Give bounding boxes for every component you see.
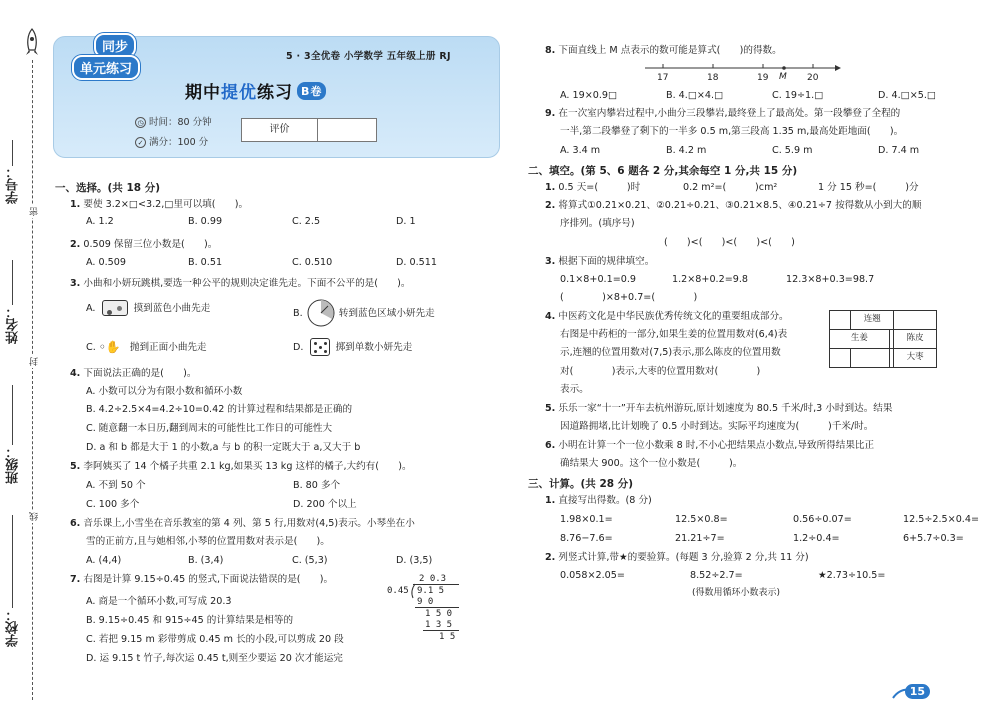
section-choice-title: 一、选择。(共 18 分): [55, 182, 161, 194]
question-3: 3. 小曲和小妍玩跳棋,要选一种公平的规则决定谁先走。下面不公平的是( )。: [70, 278, 411, 289]
time-info: ◷ 时间：80 分钟: [135, 114, 212, 128]
question-5-options: [86, 480, 340, 493]
question-1-options: [86, 216, 416, 229]
question-6-line-2: 雪的正前方,且与她相邻,小琴的位置用数对表示是( )。: [86, 536, 330, 547]
student-no-label: 学号：: [6, 165, 21, 204]
exam-title: 期中提优练习 B卷: [185, 78, 326, 103]
tick-17: 17: [657, 73, 669, 83]
tick-19: 19: [757, 73, 769, 83]
option[interactable]: C. (5,3): [292, 555, 328, 566]
option[interactable]: C. 100 多个: [86, 499, 140, 510]
fill-1c[interactable]: 1 分 15 秒=( )分: [818, 182, 919, 193]
option[interactable]: C. 随意翻一本日历,翻到周末的可能性比工作日的可能性大: [86, 423, 333, 434]
pattern-2: 1.2×8+0.2=9.8: [672, 274, 748, 285]
option[interactable]: B. 0.99: [188, 216, 223, 227]
dividend: 9.1 5: [417, 586, 445, 596]
fill-2-answer[interactable]: ( )<( )<( )<( ): [664, 237, 795, 248]
fill-2: 2. 将算式①0.21×0.21、②0.21÷0.21、③0.21×8.5、④0.21÷7 按得数从小到大的顺: [545, 200, 922, 211]
option[interactable]: D. 1: [396, 216, 416, 227]
school-blank: [12, 515, 13, 608]
rocket-icon: [22, 28, 42, 58]
expression[interactable]: 12.5×0.8=: [675, 514, 728, 525]
calc-2: 2. 列竖式计算,带★的要验算。(每题 3 分,验算 2 分,共 11 分): [545, 552, 809, 563]
option[interactable]: A. 小数可以分为有限小数和循环小数: [86, 386, 243, 397]
expression[interactable]: 6+5.7÷0.3=: [903, 533, 964, 544]
quotient: 2 0.3: [419, 574, 447, 584]
calc-2-note: (得数用循环小数表示): [692, 588, 781, 598]
fill-4: 4. 中医药文化是中华民族优秀传统文化的重要组成部分。: [545, 311, 789, 322]
long-division-figure: 2 0.3 0.45 9.1 5 9 0 1 5 0 1 3 5 1 5: [389, 573, 461, 643]
option[interactable]: D. 运 9.15 t 竹子,每次运 0.45 t,则至少要运 20 次才能运完: [86, 653, 343, 664]
unit-badge: 同步 单元练习: [64, 29, 172, 89]
option[interactable]: D. a 和 b 都是大于 1 的小数,a 与 b 的积一定既大于 a,又大于 b: [86, 442, 361, 453]
option-3c[interactable]: C. ◦✋ 抛到正面小曲先走: [86, 340, 207, 354]
question-8-options: [560, 90, 936, 103]
student-no-blank: [12, 140, 13, 166]
question-6-options: [86, 555, 432, 568]
option[interactable]: A. 1.2: [86, 216, 114, 227]
option-3d[interactable]: D. 掷到单数小妍先走: [293, 338, 412, 356]
option[interactable]: D. 4.□×5.□: [878, 90, 936, 101]
pattern-answer[interactable]: ( )×8+0.7=( ): [560, 292, 698, 303]
check-icon: ✓: [135, 137, 146, 148]
paper-b-tag: B卷: [297, 82, 326, 100]
cell-shengjiang: 生姜: [830, 330, 890, 349]
option[interactable]: A. 0.509: [86, 257, 126, 268]
calc-1: 1. 直接写出得数。(8 分): [545, 495, 652, 506]
option[interactable]: B. 80 多个: [293, 480, 341, 491]
fill-1b[interactable]: 0.2 m²=( )cm²: [683, 182, 778, 193]
option-3a[interactable]: A. 摸到蓝色小曲先走: [86, 300, 210, 316]
question-8: 8. 下面直线上 M 点表示的数可能是算式( )的得数。: [545, 45, 782, 56]
question-1: 1. 要使 3.2×□<3.2,□里可以填( )。: [70, 199, 249, 210]
fill-6: 6. 小明在计算一个一位小数乘 8 时,不小心把结果点小数点,导致所得结果比正: [545, 440, 875, 451]
cell-chenpi: 陈皮: [894, 330, 937, 349]
option[interactable]: B. 4.2 m: [666, 145, 707, 156]
calc-1-row-2: [560, 533, 964, 546]
question-9-line-2: 一半,第二段攀登了剩下的一半多 0.5 m,第三段高 1.35 m,最高处距地面( )。: [560, 126, 904, 137]
fill-6-line-2[interactable]: 确结果大 900。这个一位小数是( )。: [560, 458, 743, 469]
option[interactable]: C. 19÷1.□: [772, 90, 824, 101]
expression[interactable]: 1.2÷0.4=: [793, 533, 840, 544]
fill-5-line-2[interactable]: 因道路拥堵,比计划晚了 0.5 小时到达。实际平均速度为( )千米/时。: [560, 421, 874, 432]
fill-4-line-2: 右图是中药柜的一部分,如果生姜的位置用数对(6,4)表: [560, 329, 788, 340]
dice-icon: [310, 338, 330, 356]
calc-2-items: [560, 570, 885, 583]
section-calc-title: 三、计算。(共 28 分): [528, 478, 634, 490]
class-blank: [12, 385, 13, 445]
option[interactable]: B. 4.2÷2.5×4=4.2÷10=0.42 的计算过程和结果都是正确的: [86, 404, 353, 415]
divisor: 0.45: [387, 586, 409, 596]
cut-line: [32, 60, 33, 700]
option[interactable]: D. (3,5): [396, 555, 433, 566]
page-number: 15: [892, 684, 932, 702]
expression[interactable]: 8.52÷2.7=: [690, 570, 743, 581]
option[interactable]: B. 4.□×4.□: [666, 90, 724, 101]
point-m-label: M: [779, 72, 787, 82]
cell-dazao: 大枣: [894, 349, 937, 368]
division-bracket: [409, 583, 417, 599]
cell-lianqiao: 连翘: [851, 311, 894, 330]
option[interactable]: A. 3.4 m: [560, 145, 601, 156]
question-9: 9. 在一次室内攀岩过程中,小曲分三段攀岩,最终登上了最高处。第一段攀登了全程的: [545, 108, 901, 119]
school-label: 学校：: [6, 608, 21, 647]
expression[interactable]: 12.5÷2.5×0.4=: [903, 514, 979, 525]
name-label: 姓名：: [6, 305, 21, 344]
option[interactable]: C. 2.5: [292, 216, 321, 227]
fill-4-line-4[interactable]: 对( )表示,大枣的位置用数对( ): [560, 366, 761, 377]
tick-18: 18: [707, 73, 719, 83]
expression[interactable]: ★2.73÷10.5=: [818, 570, 886, 581]
option[interactable]: C. 若把 9.15 m 彩带剪成 0.45 m 长的小段,可以剪成 20 段: [86, 634, 344, 645]
option[interactable]: C. 0.510: [292, 257, 333, 268]
spinner-icon: [306, 298, 336, 328]
expression[interactable]: 8.76−7.6=: [560, 533, 613, 544]
expression[interactable]: 1.98×0.1=: [560, 514, 613, 525]
option[interactable]: B. 0.51: [188, 257, 223, 268]
question-2-options: [86, 257, 437, 270]
tick-20: 20: [807, 73, 819, 83]
class-label: 班级：: [6, 445, 21, 484]
section-fill-title: 二、填空。(第 5、6 题各 2 分,其余每空 1 分,共 15 分): [528, 165, 798, 177]
seal-mark-feng: 封: [30, 357, 40, 366]
expression[interactable]: 0.56÷0.07=: [793, 514, 852, 525]
question-9-options: [560, 145, 919, 158]
score-info: ✓ 满分：100 分: [135, 134, 208, 148]
question-2: 2. 0.509 保留三位小数是( )。: [70, 239, 218, 250]
evaluation-box[interactable]: [241, 118, 377, 142]
option[interactable]: A. 商是一个循环小数,可写成 20.3̇: [86, 596, 232, 607]
expression[interactable]: 0.058×2.05=: [560, 570, 625, 581]
fill-2-line-2: 序排列。(填序号): [560, 218, 635, 229]
question-5: 5. 李阿姨买了 14 个橘子共重 2.1 kg,如果买 13 kg 这样的橘子,大约有( )。: [70, 461, 412, 472]
calc-1-row-1: [560, 514, 979, 527]
fill-4-line-3: 示,连翘的位置用数对(7,5)表示,那么陈皮的位置用数: [560, 347, 781, 358]
option[interactable]: A. (4,4): [86, 555, 122, 566]
medicine-cabinet-grid: [829, 310, 937, 368]
coin-toss-icon: ◦✋: [98, 340, 121, 354]
question-5-options-2: [86, 499, 357, 512]
clock-icon: ◷: [135, 117, 146, 128]
option-3b[interactable]: B. 转到蓝色区域小妍先走: [293, 298, 435, 328]
binding-margin: [0, 0, 42, 724]
option[interactable]: D. 200 个以上: [293, 499, 357, 510]
option[interactable]: A. 不到 50 个: [86, 480, 146, 491]
name-blank: [12, 260, 13, 305]
fill-3: 3. 根据下面的规律填空。: [545, 256, 655, 267]
fill-4-line-5: 表示。: [560, 384, 589, 395]
option[interactable]: B. 9.15÷0.45 和 915÷45 的计算结果是相等的: [86, 615, 294, 626]
pattern-3: 12.3×8+0.3=98.7: [786, 274, 875, 285]
question-6: 6. 音乐课上,小雪坐在音乐教室的第 4 列、第 5 行,用数对(4,5)表示。小琴坐在小: [70, 518, 415, 529]
evaluation-label: 评价: [242, 119, 318, 141]
box-icon: [102, 300, 128, 316]
pattern-1: 0.1×8+0.1=0.9: [560, 274, 636, 285]
fill-1: 1. 0.5 天=( )时: [545, 182, 641, 193]
expression[interactable]: 21.21÷7=: [675, 533, 725, 544]
question-7: 7. 右图是计算 9.15÷0.45 的竖式,下面说法错误的是( )。: [70, 574, 334, 585]
option[interactable]: D. 7.4 m: [878, 145, 920, 156]
option[interactable]: A. 19×0.9□: [560, 90, 618, 101]
option[interactable]: B. (3,4): [188, 555, 224, 566]
option[interactable]: C. 5.9 m: [772, 145, 813, 156]
question-4: 4. 下面说法正确的是( )。: [70, 368, 197, 379]
seal-mark-xian: 线: [30, 512, 40, 521]
fill-5: 5. 乐乐一家“十一”开车去杭州游玩,原计划速度为 80.5 千米/时,3 小时到达。结果: [545, 403, 893, 414]
seal-mark-mi: 密: [30, 207, 40, 216]
option[interactable]: D. 0.511: [396, 257, 437, 268]
series-label: 5 · 3全优卷 小学数学 五年级上册 RJ: [286, 51, 451, 62]
